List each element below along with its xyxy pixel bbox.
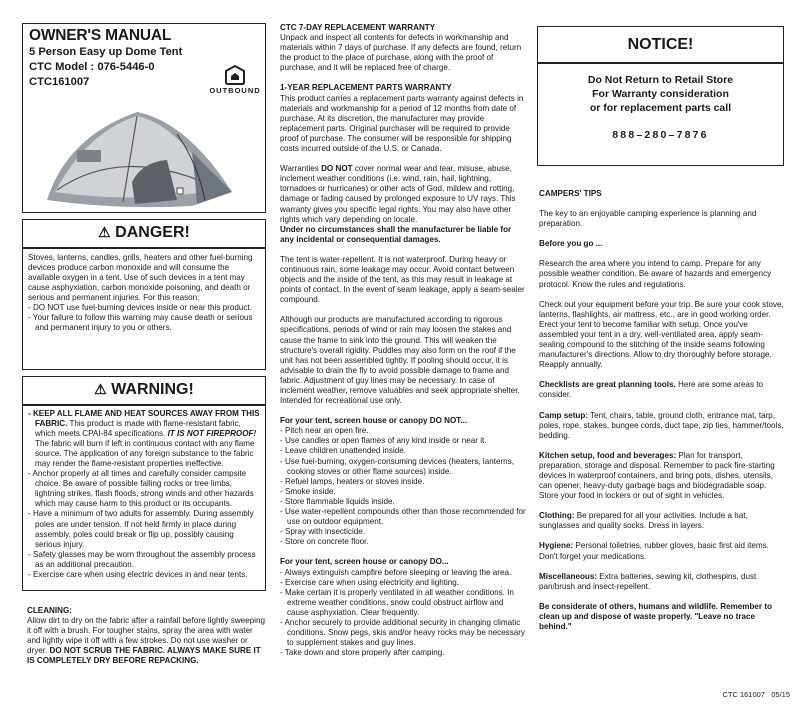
danger-box xyxy=(22,219,266,370)
warranty-7-title: CTC 7-DAY REPLACEMENT WARRANTY xyxy=(280,23,436,32)
danger-triangle-icon: ⚠ xyxy=(98,224,111,240)
model-number: CTC Model : 076-5446-0 xyxy=(29,61,155,73)
warranty-exclusions xyxy=(280,164,526,225)
notice-box xyxy=(537,26,784,166)
misc-body: Extra batteries, sewing kit, clothespins, dust pan/brush and insect-repellent. xyxy=(539,571,757,591)
warning-title: WARNING! xyxy=(111,381,194,398)
camp-body: Tent, chairs, table, ground cloth, entrance mat, tarp, poles, rope, stakes, bungee cords, duct tape, zip ties, hammer/tools, bedding. xyxy=(539,410,784,440)
do-not-list xyxy=(280,426,526,547)
camp-bold: Camp setup: xyxy=(539,410,589,420)
do-item: - Always extinguish campfire before sleeping or leaving the area. xyxy=(280,567,512,577)
kitchen-bold: Kitchen setup, food and beverages: xyxy=(539,450,677,460)
do-not-item: - Store flammable liquids inside. xyxy=(280,496,395,506)
kitchen-body: Plan for transport, preparation, storage and disposal. Remember to pack fire-starting devices in waterproof containers, and bring pots, dishes, utensils, can opener, heavy-duty garbage bags and biodegradable soap. Store your food in lockers or out of sight in vehicles. xyxy=(539,450,775,501)
danger-heading xyxy=(23,224,265,242)
warranty-1-text: This product carries a replacement parts warranty against defects in materials and workmanship for a period of 12 months from date of purchase. At its discretion, the manufacturer may provide replacement parts. Original purchaser will be required to provide proof of purchase. The consumer will be responsible for shipping costs incurred outside of the U.S. or Canada. xyxy=(280,93,524,154)
warning-item: - Anchor properly at all times and carefully consider campsite choice. Be aware of possible falling rocks or tree limbs, lightning strikes, flash floods, strong winds and other hazards which may cause harm to this product or its occupants. xyxy=(28,469,254,509)
manual-title: OWNER'S MANUAL xyxy=(29,27,172,44)
misc-text xyxy=(539,572,785,592)
notice-line: Do Not Return to Retail Store xyxy=(587,73,734,86)
clothing-bold: Clothing: xyxy=(539,511,575,521)
notice-line: or for replacement parts call xyxy=(589,101,732,114)
warranty-7-text: Unpack and inspect all contents for defects in workmanship and materials within 7 days of purchase. If any defects are found, return the product to the place of purchase, along with the proof of purchase, and it will be replaced free of charge. xyxy=(280,33,522,73)
do-not-item: - Store on concrete floor. xyxy=(280,537,369,547)
warning-box xyxy=(22,376,266,591)
notice-title: NOTICE! xyxy=(627,36,694,53)
excl-b: DO NOT xyxy=(321,164,353,174)
manual-box xyxy=(22,23,266,213)
flame-emphasis: IT IS NOT FIREPROOF! xyxy=(167,428,257,438)
checklist-text xyxy=(539,380,785,400)
camp-setup-text xyxy=(539,411,785,441)
cleaning-text xyxy=(27,616,267,666)
do-not-item: - Pitch near an open fire. xyxy=(280,426,369,436)
warning-list xyxy=(28,409,260,581)
danger-title: DANGER! xyxy=(115,224,190,241)
danger-item: - Your failure to follow this warning may cause death or serious and permanent injury to you or others. xyxy=(28,313,253,333)
tips-intro: The key to an enjoyable camping experience is planning and preparation. xyxy=(539,209,757,229)
do-item: - Anchor securely to provide additional security in changing climatic conditions. Snow pegs, skis and/or heavy rocks may be necessary to supplement stakes and guy lines. xyxy=(280,617,525,648)
notice-phone: 888–280–7876 xyxy=(612,128,709,141)
excl-c: cover normal wear and tear, misuse, abuse, inclement weather conditions (i.e. wind, rain, hail, lightning, tornadoes or hurricanes) or other acts of God, mildew and rotting, damage or fading caused by prolonged exposure to UV rays. This warranty gives you specific legal rights. You may also have other rights which vary depending on locale. xyxy=(280,164,516,224)
excl-a: Warranties xyxy=(280,164,322,174)
do-list xyxy=(280,568,526,659)
notice-line: For Warranty consideration xyxy=(592,87,729,100)
research-text: Research the area where you intend to camp. Prepare for any possible weather condition. Be aware of hazards and emergency protocol. Know the rules and regulations. xyxy=(539,259,772,289)
do-not-item: - Leave children unattended inside. xyxy=(280,446,406,456)
checklist-bold: Checklists are great planning tools. xyxy=(539,380,676,390)
warning-item: - Safety glasses may be worn throughout the assembly process as an additional precaution. xyxy=(28,549,256,569)
tent-image xyxy=(27,92,259,212)
kitchen-text xyxy=(539,451,785,501)
do-item: - Exercise care when using electricity and lighting. xyxy=(280,577,460,587)
do-not-item: - Smoke inside. xyxy=(280,486,336,496)
warranty-1-title: 1-YEAR REPLACEMENT PARTS WARRANTY xyxy=(280,83,452,93)
danger-list xyxy=(28,303,260,333)
cleaning-section xyxy=(27,606,267,667)
checklist-body: Here are some areas to consider. xyxy=(539,380,764,400)
misc-bold: Miscellaneous: xyxy=(539,571,598,581)
before-title: Before you go ... xyxy=(539,239,603,249)
flame-text-2: The fabric will burn if left in continuous contact with any flame source. The application of any foreign substance to the fabric may render the flame-resistant properties ineffective. xyxy=(35,438,255,468)
hygiene-text xyxy=(539,541,785,561)
warning-item: - Exercise care when using electric devices in and near tents. xyxy=(28,570,248,579)
flame-title: - KEEP ALL FLAME AND HEAT SOURCES AWAY FROM THIS FABRIC. xyxy=(28,408,260,428)
brand-logo xyxy=(205,64,265,95)
rigorous-text: Although our products are manufactured according to rigorous specifications, periods of wind or rain may loosen the stakes and cause the frame to sink into the ground. This will weaken the structure's overall rigidity. Puddles may also form on the roof if the unit has not been assembled tightly. If pooling should occur, it is advisable to drain the fly to avoid possible damage to frame and fabric. Adjustment of guy lines may be necessary. In case of inclement weather, remove valuables and seek appropriate shelter. Intended for recreational use only. xyxy=(280,315,520,406)
do-not-item: - Use water-repellent compounds other than those recommended for use on outdoor equipment. xyxy=(280,507,526,527)
water-repellent-text: The tent is water-repellent. It is not waterproof. During heavy or continuous rain, some leakage may occur. Avoid contact between objects and the inside of the tent, as this may result in leakage at points of contact. In the event of seam leakage, apply a seam-sealer compound. xyxy=(280,254,525,305)
do-not-item: - Use fuel-burning, oxygen-consuming devices (heaters, lanterns, cooking stoves or other flame sources) inside. xyxy=(280,456,514,476)
clothing-text xyxy=(539,511,785,531)
do-not-item: - Spray with insecticide. xyxy=(280,527,366,537)
checkout-text: Check out your equipment before your trip. Be sure your cook stove, lanterns, flashlights, air mattress, etc., are in good working order. Erect your tent to become familiar with setup. Once you've assembled your tent in a dry, well-ventilated area, apply seam-sealing compound to the stitching of the inside seams following manufacturer's directions. Allow to dry thoroughly before storage. Reapply annually. xyxy=(539,299,784,370)
do-item: - Make certain it is properly ventilated in all weather conditions. In extreme weather conditions, snow could obstruct airflow and cause asphyxiation. Clear frequently. xyxy=(280,587,514,617)
do-not-item: - Use candles or open flames of any kind inside or near it. xyxy=(280,436,487,446)
outbound-logo-icon xyxy=(223,64,247,86)
product-name: 5 Person Easy up Dome Tent xyxy=(29,46,183,58)
cleaning-bold: DO NOT SCRUB THE FABRIC. ALWAYS MAKE SURE IT IS COMPLETELY DRY BEFORE REPACKING. xyxy=(27,646,261,666)
hygiene-body: Personal toiletries, rubber gloves, basic first aid items. Don't forget your medications. xyxy=(539,541,769,561)
clothing-body: Be prepared for all your activities. Include a hat, sunglasses and quality socks. Dress in layers. xyxy=(539,511,748,531)
footer-code: CTC 161007 05/15 xyxy=(722,690,790,699)
middle-column xyxy=(280,23,526,658)
danger-item: - DO NOT use fuel-burning devices inside or near this product. xyxy=(28,302,252,312)
brand-name: OUTBOUND xyxy=(209,86,261,95)
do-item: - Take down and store properly after camping. xyxy=(280,648,445,658)
tips-title: CAMPERS' TIPS xyxy=(539,189,602,198)
do-not-item: - Refuel lamps, heaters or stoves inside. xyxy=(280,476,425,486)
liability-text: Under no circumstances shall the manufacturer be liable for any incidental or consequential damages. xyxy=(280,224,512,244)
do-title: For your tent, screen house or canopy DO... xyxy=(280,557,449,567)
cleaning-body: Allow dirt to dry on the fabric after a rainfall before lightly sweeping it off with a brush. For tougher stains, spray the area with water and lightly wipe it off with a few strokes. Do not use washer or dryer. xyxy=(27,616,265,656)
flame-text: This product is made with flame-resistant fabric, which meets CPAI-84 specifications. xyxy=(35,418,241,438)
warning-heading xyxy=(23,381,265,399)
product-code: CTC161007 xyxy=(29,76,90,88)
closing-text: Be considerate of others, humans and wildlife. Remember to clean up and dispose of waste properly. "Leave no trace behind." xyxy=(539,601,772,631)
warning-item xyxy=(28,409,260,470)
warning-triangle-icon: ⚠ xyxy=(94,381,107,397)
tips-section xyxy=(539,189,785,632)
danger-intro: Stoves, lanterns, candles, grills, heaters and other fuel-burning devices produce carbon monoxide and will consume the available oxygen in a tent. Use of such devices in a tent may cause asphyxiation, carbon monoxide poisoning, and death or serious and permanent injuries. For this reason: xyxy=(28,252,253,302)
do-not-title: For your tent, screen house or canopy DO NOT... xyxy=(280,416,468,426)
cleaning-title: CLEANING: xyxy=(27,606,72,615)
warning-item: - Have a minimum of two adults for assembly. During assembly poles are under tension. If not held firmly in place during assembly, poles could break or flip up, possibly causing serious injury. xyxy=(28,509,254,549)
hygiene-bold: Hygiene: xyxy=(539,541,574,551)
